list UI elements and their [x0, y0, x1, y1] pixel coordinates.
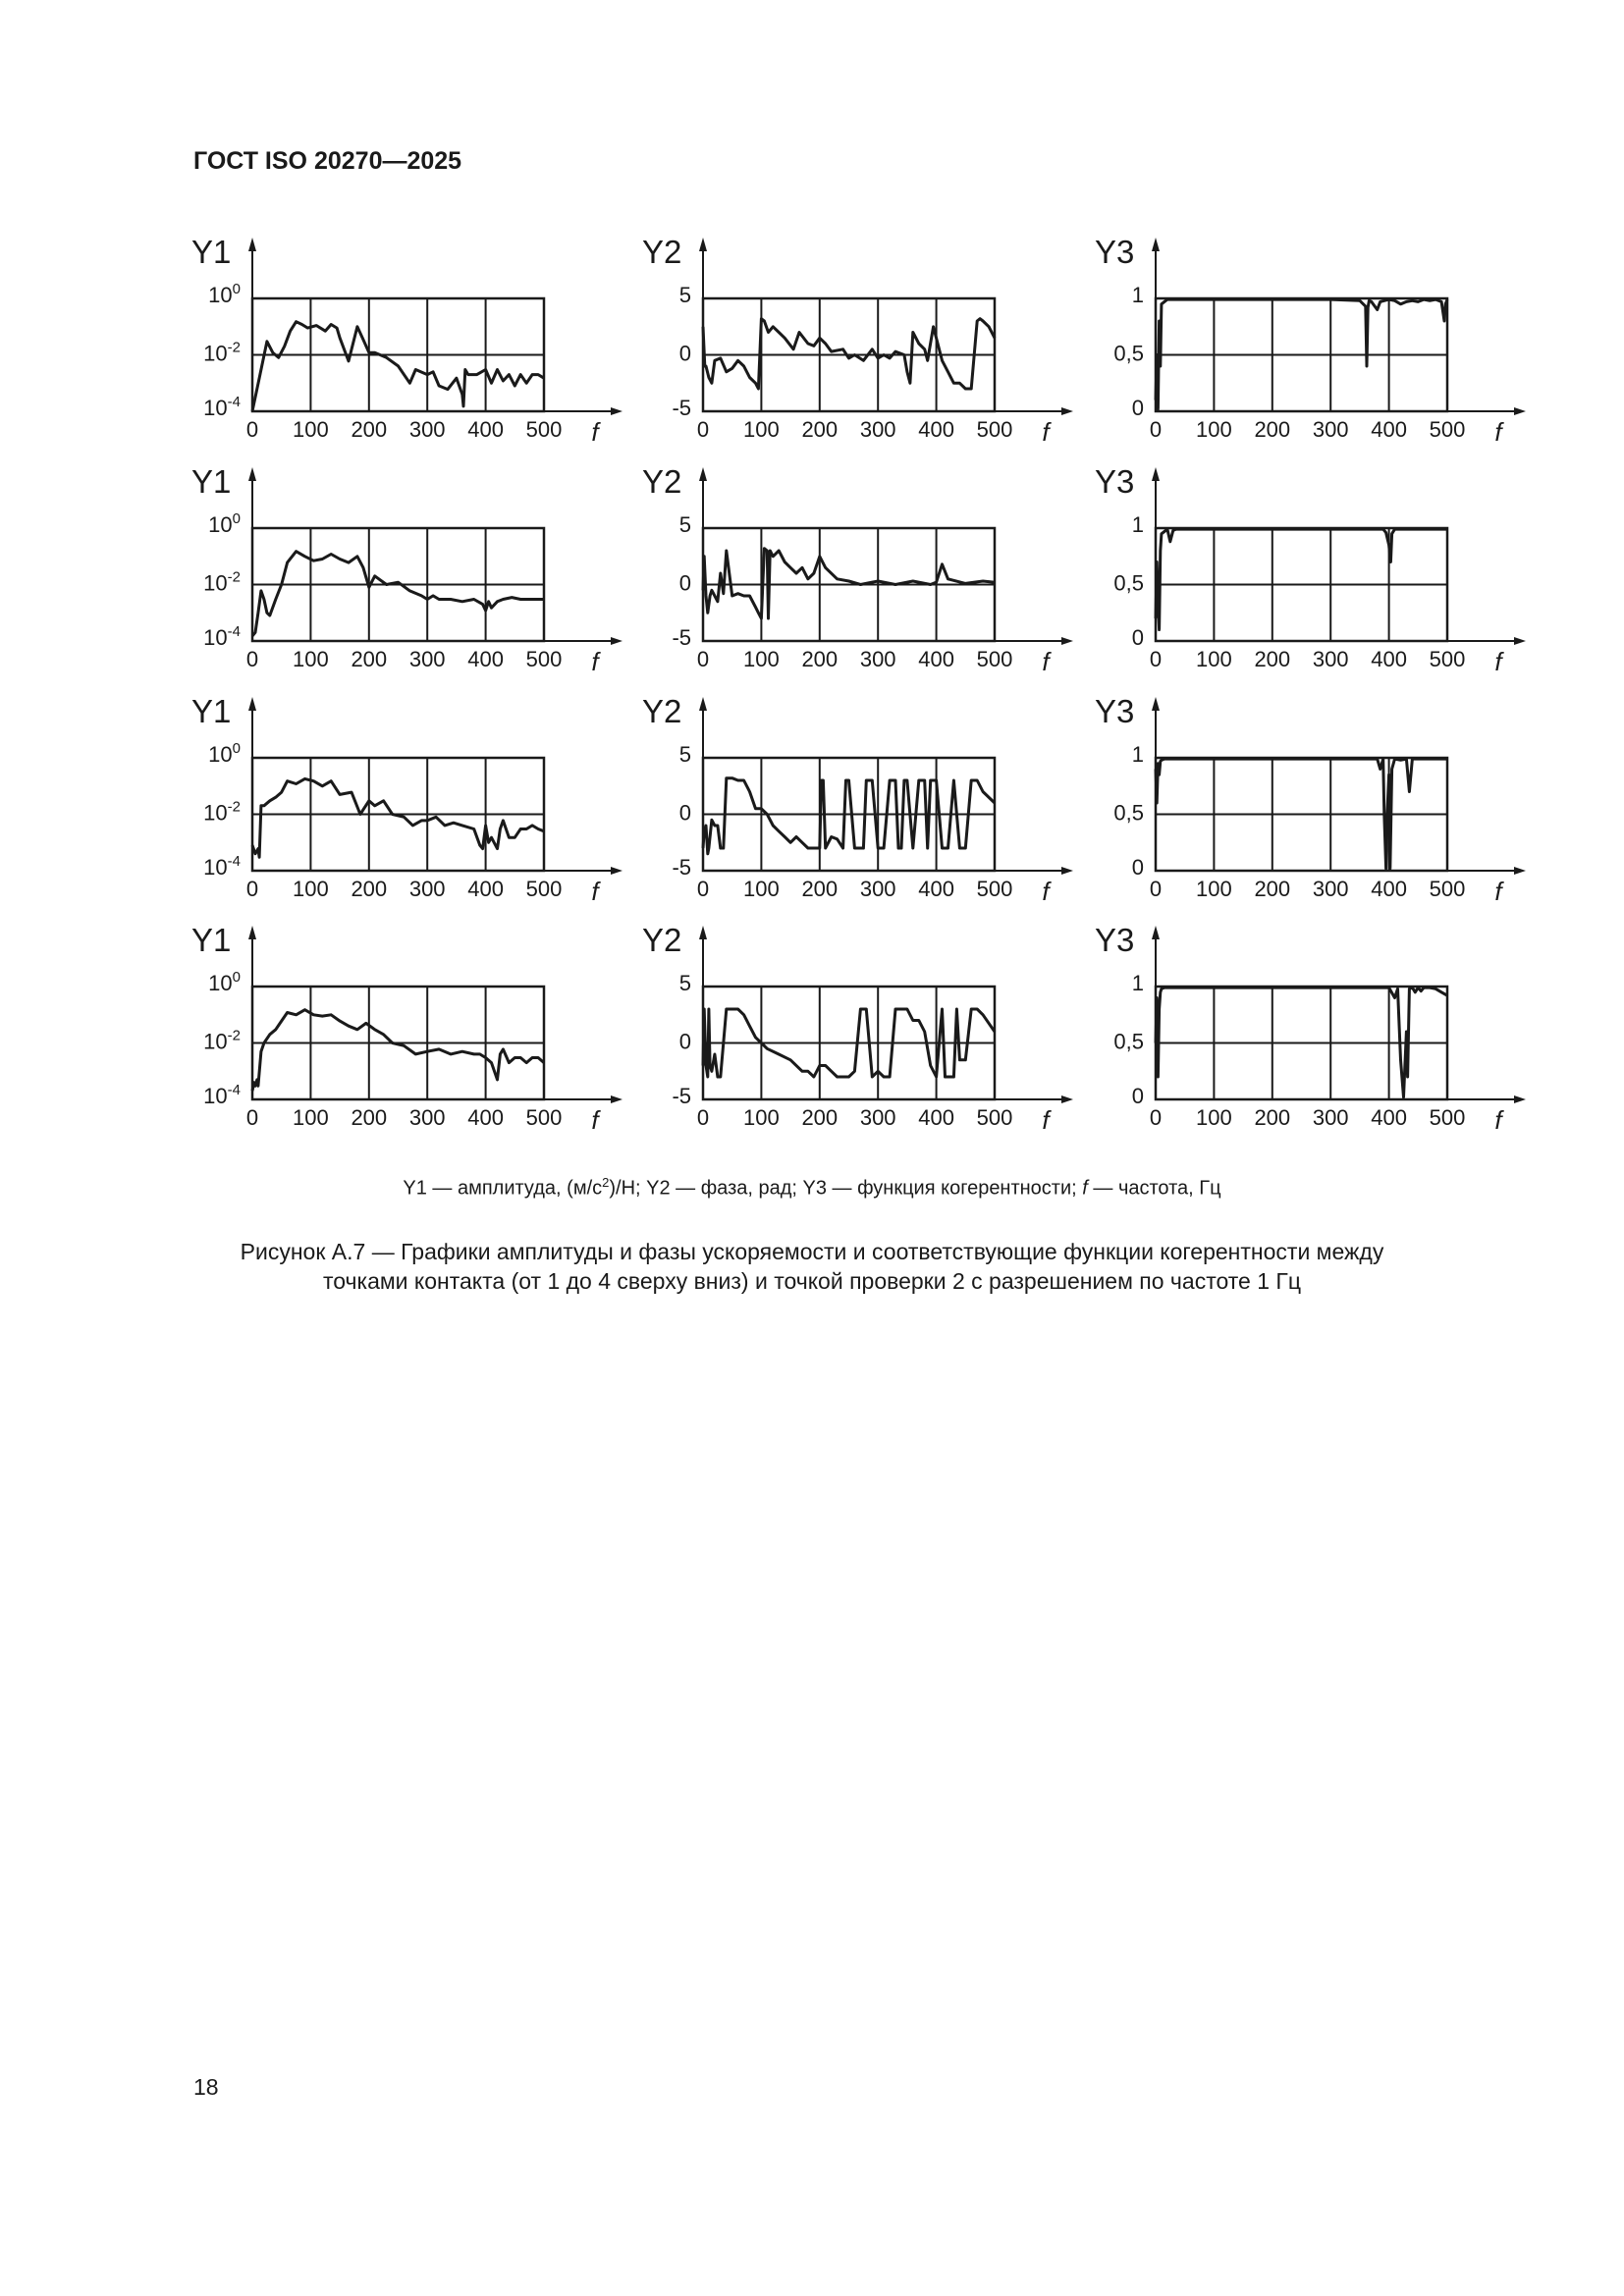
- x-axis-title: f: [1494, 1105, 1502, 1135]
- y-axis-arrow-icon: [1152, 926, 1160, 939]
- y-axis-arrow-icon: [248, 697, 256, 711]
- y-tick-exponent: -2: [227, 1027, 241, 1044]
- y-tick-label: [208, 740, 241, 767]
- x-tick-label: 200: [351, 647, 388, 671]
- x-tick-label: 200: [1254, 417, 1291, 442]
- y-tick-exponent: 0: [232, 281, 241, 297]
- x-tick-label: 0: [245, 1105, 259, 1130]
- data-series-line: [252, 1010, 544, 1092]
- y-tick-base: 10: [203, 341, 228, 366]
- y-axis-title: Y2: [642, 234, 682, 270]
- y-tick-label: [208, 510, 241, 537]
- page-number: 18: [193, 2074, 219, 2100]
- x-tick-label: 300: [859, 417, 896, 442]
- x-tick-label: 300: [859, 1105, 896, 1130]
- y-tick-label: 1: [1131, 742, 1144, 767]
- y-tick-label: 0: [1131, 625, 1144, 650]
- x-axis-title: f: [1042, 647, 1050, 676]
- x-tick-label: 0: [696, 647, 710, 671]
- y-axis-title: Y3: [1095, 234, 1135, 270]
- y-tick-base: 10: [203, 1084, 228, 1108]
- chart-panel-r1-c2: [642, 234, 1073, 447]
- x-axis-title: f: [591, 647, 599, 676]
- x-axis-title: f: [1042, 1105, 1050, 1135]
- y-tick-label: 0,5: [1113, 341, 1144, 366]
- y-tick-label: 5: [678, 512, 691, 537]
- x-tick-label: 100: [743, 1105, 780, 1130]
- x-tick-label: 400: [918, 1105, 954, 1130]
- y-tick-label: 0: [678, 570, 691, 596]
- y-tick-base: 10: [203, 570, 228, 596]
- data-series-line: [703, 549, 995, 618]
- x-tick-label: 0: [1149, 647, 1163, 671]
- x-tick-label: 500: [976, 1105, 1013, 1130]
- y-axis-arrow-icon: [1152, 238, 1160, 251]
- x-tick-label: 100: [1196, 877, 1232, 901]
- y-axis-title: Y1: [191, 463, 232, 500]
- x-tick-label: 400: [1371, 877, 1407, 901]
- y-tick-label: 0: [678, 800, 691, 826]
- y-tick-label: -5: [672, 625, 691, 650]
- x-tick-label: 100: [743, 647, 780, 671]
- x-tick-label: 0: [1149, 1105, 1163, 1130]
- figure-caption-line-2: точками контакта (от 1 до 4 сверху вниз) и точкой проверки 2 с разрешением по частоте 1 Гц: [322, 1268, 1302, 1294]
- x-tick-label: 300: [859, 877, 896, 901]
- x-axis-arrow-icon: [1061, 407, 1073, 415]
- y-tick-label: 5: [678, 971, 691, 995]
- x-tick-label: 300: [408, 417, 446, 442]
- x-tick-label: 400: [467, 877, 504, 901]
- x-tick-label: 500: [525, 1105, 563, 1130]
- x-tick-label: 500: [976, 417, 1013, 442]
- y-tick-label: 0,5: [1113, 1029, 1144, 1054]
- x-tick-label: 200: [801, 647, 839, 671]
- x-tick-label: 100: [293, 877, 329, 901]
- x-axis-arrow-icon: [1061, 1095, 1073, 1103]
- x-tick-label: 400: [1371, 417, 1407, 442]
- x-tick-label: 200: [1254, 647, 1291, 671]
- x-axis-arrow-icon: [1514, 407, 1526, 415]
- y-tick-base: 10: [208, 742, 233, 767]
- x-tick-label: 500: [1429, 877, 1466, 901]
- data-series-line: [252, 778, 544, 857]
- x-tick-label: 0: [696, 1105, 710, 1130]
- x-tick-label: 0: [245, 417, 259, 442]
- x-tick-label: 400: [467, 417, 504, 442]
- x-tick-label: 500: [525, 877, 563, 901]
- data-series-line: [703, 778, 995, 854]
- data-series-line: [252, 552, 544, 636]
- x-tick-label: 100: [743, 877, 780, 901]
- x-axis-arrow-icon: [1514, 867, 1526, 875]
- y-tick-label: [208, 969, 241, 995]
- x-tick-label: 400: [467, 1105, 504, 1130]
- y-axis-arrow-icon: [699, 926, 707, 939]
- chart-panel-r4-c1: [191, 922, 623, 1135]
- y-tick-label: -5: [672, 855, 691, 880]
- y-tick-exponent: 0: [232, 510, 241, 527]
- x-axis-title: f: [1494, 417, 1502, 447]
- x-tick-label: 100: [743, 417, 780, 442]
- y-tick-base: 10: [208, 512, 233, 537]
- x-axis-title: f: [591, 1105, 599, 1135]
- y-tick-label: [203, 853, 241, 880]
- y-tick-exponent: -4: [227, 1082, 241, 1098]
- y-axis-title: Y2: [642, 463, 682, 500]
- legend-y1-suffix: )/Н; Y2 — фаза, рад; Y3 — функция когерентности;: [609, 1177, 1077, 1200]
- y-tick-label: [203, 799, 241, 826]
- y-tick-base: 10: [203, 396, 228, 420]
- x-axis-title: f: [1494, 877, 1502, 906]
- x-tick-label: 200: [351, 1105, 388, 1130]
- x-tick-label: 400: [467, 647, 504, 671]
- y-tick-label: 1: [1131, 283, 1144, 307]
- y-tick-exponent: -4: [227, 623, 241, 640]
- x-tick-label: 200: [801, 877, 839, 901]
- chart-panel-r2-c2: [642, 463, 1073, 676]
- chart-panel-r1-c1: [191, 234, 623, 447]
- y-tick-base: 10: [208, 971, 233, 995]
- x-tick-label: 100: [293, 1105, 329, 1130]
- chart-panel-r2-c1: [191, 463, 623, 676]
- legend-f-symbol: f: [1082, 1177, 1088, 1200]
- y-tick-label: 0,5: [1113, 800, 1144, 826]
- x-tick-label: 100: [293, 647, 329, 671]
- x-tick-label: 300: [1312, 1105, 1349, 1130]
- x-axis-arrow-icon: [1061, 637, 1073, 645]
- y-tick-label: -5: [672, 396, 691, 420]
- x-tick-label: 500: [1429, 647, 1466, 671]
- x-tick-label: 500: [1429, 417, 1466, 442]
- y-tick-base: 10: [203, 1029, 228, 1054]
- y-tick-label: 0: [678, 1029, 691, 1054]
- y-tick-exponent: 0: [232, 740, 241, 757]
- y-tick-label: 0: [1131, 1084, 1144, 1108]
- y-tick-label: [203, 340, 241, 366]
- y-tick-exponent: 0: [232, 969, 241, 986]
- y-axis-title: Y3: [1095, 693, 1135, 729]
- chart-panel-r3-c1: [191, 693, 623, 906]
- x-axis-title: f: [591, 877, 599, 906]
- x-tick-label: 500: [976, 877, 1013, 901]
- y-tick-exponent: -2: [227, 339, 241, 356]
- y-tick-label: -5: [672, 1084, 691, 1108]
- x-tick-label: 100: [293, 417, 329, 442]
- y-tick-base: 10: [203, 800, 228, 826]
- x-tick-label: 200: [351, 877, 388, 901]
- x-tick-label: 200: [801, 417, 839, 442]
- figure-caption: [196, 1237, 1428, 1296]
- x-tick-label: 300: [859, 647, 896, 671]
- y-axis-title: Y2: [642, 922, 682, 958]
- x-tick-label: 300: [408, 647, 446, 671]
- x-axis-title: f: [1494, 647, 1502, 676]
- x-tick-label: 200: [1254, 1105, 1291, 1130]
- y-axis-arrow-icon: [248, 926, 256, 939]
- y-tick-label: 0,5: [1113, 570, 1144, 596]
- legend-f-description: — частота, Гц: [1093, 1177, 1221, 1200]
- x-tick-label: 400: [918, 877, 954, 901]
- x-axis-arrow-icon: [611, 1095, 623, 1103]
- x-axis-title: f: [1042, 417, 1050, 447]
- y-axis-arrow-icon: [699, 238, 707, 251]
- y-tick-label: [208, 281, 241, 307]
- x-tick-label: 300: [408, 877, 446, 901]
- y-axis-title: Y1: [191, 693, 232, 729]
- x-tick-label: 400: [1371, 1105, 1407, 1130]
- data-series-line: [1156, 529, 1447, 629]
- x-axis-arrow-icon: [611, 867, 623, 875]
- y-axis-title: Y2: [642, 693, 682, 729]
- legend-y1-superscript: 2: [602, 1175, 610, 1190]
- y-axis-title: Y1: [191, 234, 232, 270]
- y-tick-label: [203, 1082, 241, 1108]
- chart-panel-r4-c2: [642, 922, 1073, 1135]
- y-tick-base: 10: [203, 625, 228, 650]
- chart-panel-r2-c3: [1095, 463, 1526, 676]
- legend-y1-prefix: Y1 — амплитуда, (м/с: [403, 1177, 603, 1200]
- x-tick-label: 0: [696, 417, 710, 442]
- y-tick-label: [203, 1028, 241, 1054]
- y-axis-title: Y3: [1095, 922, 1135, 958]
- y-tick-label: 1: [1131, 512, 1144, 537]
- figure-legend: [0, 1175, 1624, 1201]
- x-tick-label: 0: [1149, 417, 1163, 442]
- chart-panel-r1-c3: [1095, 234, 1526, 447]
- x-tick-label: 500: [525, 417, 563, 442]
- y-axis-title: Y3: [1095, 463, 1135, 500]
- y-axis-title: Y1: [191, 922, 232, 958]
- x-tick-label: 400: [918, 417, 954, 442]
- y-axis-arrow-icon: [1152, 697, 1160, 711]
- y-tick-exponent: -2: [227, 798, 241, 816]
- chart-panel-r3-c3: [1095, 693, 1526, 906]
- y-tick-exponent: -4: [227, 853, 241, 870]
- y-tick-label: 0: [1131, 396, 1144, 420]
- x-tick-label: 100: [1196, 647, 1232, 671]
- y-axis-arrow-icon: [699, 467, 707, 481]
- x-tick-label: 100: [1196, 417, 1232, 442]
- document-id-header: ГОСТ ISO 20270—2025: [193, 147, 462, 175]
- figure-caption-line-1: Рисунок А.7 — Графики амплитуды и фазы ускоряемости и соответствующие функции когерентности между: [240, 1239, 1384, 1264]
- x-tick-label: 0: [1149, 877, 1163, 901]
- y-tick-label: [203, 394, 241, 420]
- x-tick-label: 500: [1429, 1105, 1466, 1130]
- x-axis-arrow-icon: [1061, 867, 1073, 875]
- chart-panel-r4-c3: [1095, 922, 1526, 1135]
- x-tick-label: 0: [696, 877, 710, 901]
- y-axis-arrow-icon: [248, 467, 256, 481]
- x-tick-label: 500: [976, 647, 1013, 671]
- y-tick-label: 1: [1131, 971, 1144, 995]
- data-series-line: [252, 322, 544, 411]
- y-tick-base: 10: [208, 283, 233, 307]
- chart-panel-r3-c2: [642, 693, 1073, 906]
- y-tick-label: 0: [678, 341, 691, 366]
- x-axis-arrow-icon: [611, 637, 623, 645]
- x-tick-label: 400: [918, 647, 954, 671]
- x-tick-label: 200: [801, 1105, 839, 1130]
- x-axis-arrow-icon: [611, 407, 623, 415]
- y-tick-exponent: -4: [227, 394, 241, 410]
- x-tick-label: 0: [245, 647, 259, 671]
- x-tick-label: 200: [1254, 877, 1291, 901]
- y-axis-arrow-icon: [699, 697, 707, 711]
- x-axis-title: f: [591, 417, 599, 447]
- x-tick-label: 300: [1312, 647, 1349, 671]
- x-axis-arrow-icon: [1514, 637, 1526, 645]
- x-axis-arrow-icon: [1514, 1095, 1526, 1103]
- x-tick-label: 300: [1312, 877, 1349, 901]
- x-tick-label: 500: [525, 647, 563, 671]
- y-tick-label: [203, 569, 241, 596]
- y-tick-label: [203, 623, 241, 650]
- x-tick-label: 200: [351, 417, 388, 442]
- x-tick-label: 400: [1371, 647, 1407, 671]
- y-tick-label: 5: [678, 283, 691, 307]
- y-tick-label: 5: [678, 742, 691, 767]
- y-tick-base: 10: [203, 855, 228, 880]
- x-tick-label: 300: [408, 1105, 446, 1130]
- y-axis-arrow-icon: [1152, 467, 1160, 481]
- data-series-line: [703, 319, 995, 389]
- x-tick-label: 100: [1196, 1105, 1232, 1130]
- y-tick-label: 0: [1131, 855, 1144, 880]
- x-axis-title: f: [1042, 877, 1050, 906]
- x-tick-label: 0: [245, 877, 259, 901]
- x-tick-label: 300: [1312, 417, 1349, 442]
- y-axis-arrow-icon: [248, 238, 256, 251]
- y-tick-exponent: -2: [227, 568, 241, 586]
